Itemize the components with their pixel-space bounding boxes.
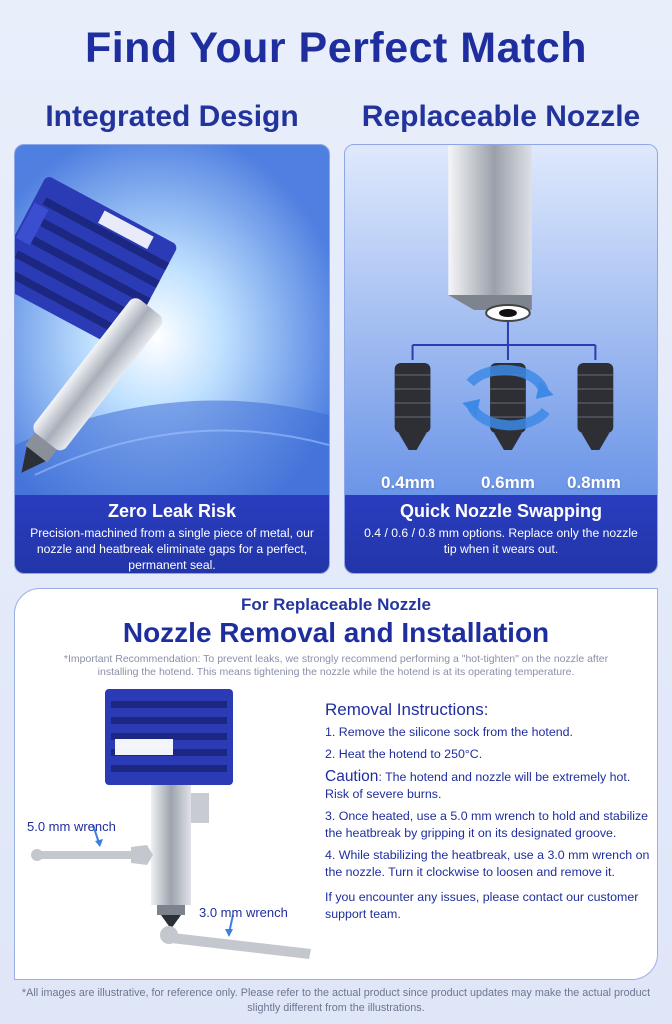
caution-body: : The hotend and nozzle will be extremely hot. Risk of severe burns. [325,770,631,801]
caution-label: Caution [325,768,379,785]
quick-swap-caption [345,495,657,573]
integrated-design-title: Integrated Design [45,100,299,133]
panel-subtitle: For Replaceable Nozzle [241,595,431,614]
step-3: 3. Once heated, use a 5.0 mm wrench to hold and stabilize the heatbreak by gripping it on its designated groove. [325,809,649,840]
footer-disclaimer: *All images are illustrative, for reference only. Please refer to the actual product since product updates may make the actual product slightly different from the illustrations. [21,987,651,1014]
zero-leak-caption [15,495,329,573]
wrench-5mm-label: 5.0 mm wrench [27,819,116,834]
caution-text [325,768,653,803]
caption-title: Zero Leak Risk [107,501,237,521]
hotend-illustration [15,145,329,495]
replaceable-nozzle-title: Replaceable Nozzle [361,100,641,133]
size-label-0-4: 0.4mm [381,473,435,492]
removal-installation-panel [14,588,658,980]
contact-support: If you encounter any issues, please contact our customer support team. [325,890,639,921]
hot-tighten-note: *Important Recommendation: To prevent leaks, we strongly recommend performing a "hot-tighten" on the nozzle after installing the hotend. This means tightening the nozzle while the hotend is at its operating temperature. [63,653,609,678]
integrated-design-card [14,144,330,574]
instructions-heading: Removal Instructions: [325,700,489,719]
step-4: 4. While stabilizing the heatbreak, use a 3.0 mm wrench on the nozzle. Turn it clockwise to loosen and remove it. [325,848,650,879]
size-label-0-6: 0.6mm [481,473,535,492]
replaceable-nozzle-card [344,144,658,574]
page-title: Find Your Perfect Match [84,24,588,72]
wrench-3mm-label: 3.0 mm wrench [199,905,288,920]
panel-title: Nozzle Removal and Installation [122,617,550,648]
size-label-0-8: 0.8mm [567,473,621,492]
caption-title: Quick Nozzle Swapping [399,501,603,521]
step-1: 1. Remove the silicone sock from the hotend. [325,725,573,739]
caption-body: Precision-machined from a single piece of metal, our nozzle and heatbreak eliminate gaps for a perfect, permanent seal. [30,526,314,572]
caption-body: 0.4 / 0.6 / 0.8 mm options. Replace only the nozzle tip when it wears out. [364,526,638,556]
step-2: 2. Heat the hotend to 250°C. [325,747,483,761]
nozzle-illustration [345,145,657,495]
removal-instructions [325,701,653,928]
